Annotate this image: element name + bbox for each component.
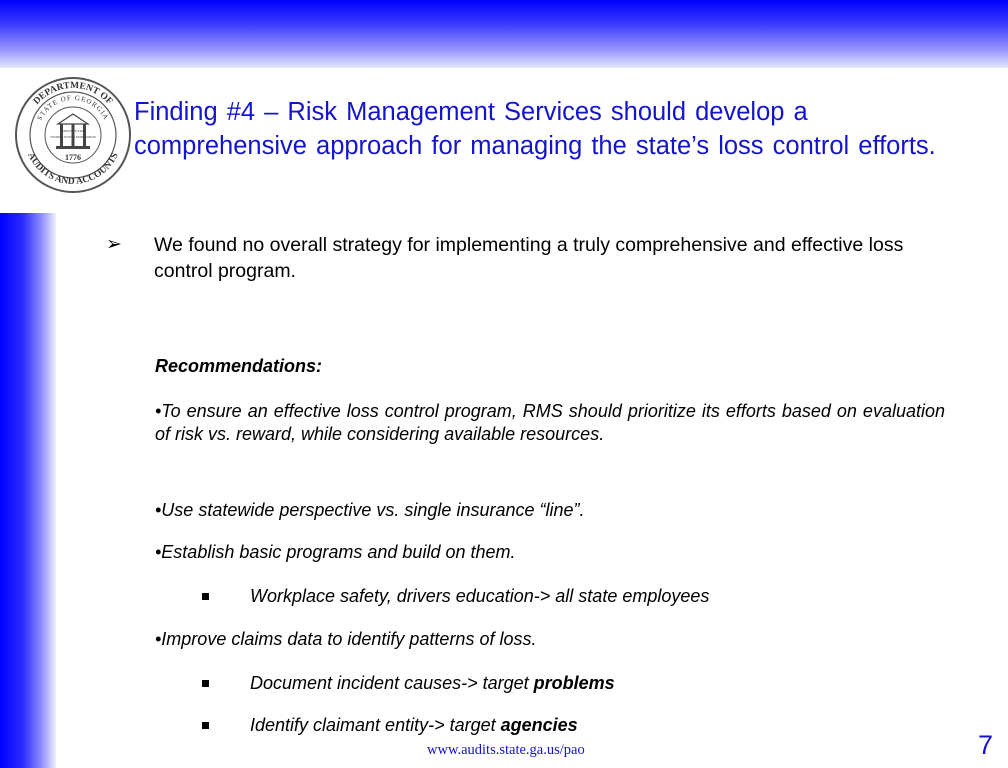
sub-bullet-bold: problems bbox=[533, 673, 615, 693]
recommendation-item: •Improve claims data to identify patterns of loss. bbox=[155, 629, 537, 649]
main-bullet-text: We found no overall strategy for implementing a truly comprehensive and effective loss control program. bbox=[154, 234, 904, 282]
recommendation-item: •Establish basic programs and build on them. bbox=[155, 542, 516, 562]
top-gradient-band bbox=[0, 0, 1008, 68]
sub-bullet-prefix: Identify claimant entity-> target bbox=[250, 715, 501, 735]
sub-bullet-text bbox=[250, 714, 922, 737]
svg-text:AUDITS AND ACCOUNTS: AUDITS AND ACCOUNTS bbox=[25, 151, 121, 188]
square-bullet-icon bbox=[202, 680, 209, 687]
square-bullet-icon bbox=[202, 722, 209, 729]
svg-text:STATE OF GEORGIA: STATE OF GEORGIA bbox=[35, 93, 111, 122]
recommendations-heading: Recommendations: bbox=[155, 356, 323, 376]
arrow-bullet-icon: ➢ bbox=[106, 234, 122, 255]
sub-bullet bbox=[202, 585, 922, 608]
page-number: 7 bbox=[978, 730, 994, 760]
sub-bullet bbox=[202, 672, 922, 695]
footer-url: www.audits.state.ga.us/pao bbox=[427, 742, 585, 758]
svg-text:DEPARTMENT OF: DEPARTMENT OF bbox=[31, 80, 115, 107]
sub-bullet-bold: agencies bbox=[500, 715, 578, 735]
square-bullet-icon bbox=[202, 593, 209, 600]
recommendation-item: •To ensure an effective loss control program, RMS should prioritize its efforts based on evaluation of risk vs. reward, while considering available resources. bbox=[155, 401, 945, 444]
svg-text:1776: 1776 bbox=[65, 153, 81, 162]
sub-bullet-prefix: Document incident causes-> target bbox=[250, 673, 534, 693]
recommendation-item: •Use statewide perspective vs. single insurance “line”. bbox=[155, 500, 585, 520]
left-gradient-band bbox=[0, 213, 56, 768]
state-seal-logo bbox=[14, 76, 132, 194]
slide-title: Finding #4 – Risk Management Services should develop a comprehensive approach for managing the state’s loss control efforts. bbox=[134, 98, 936, 160]
sub-bullet-text bbox=[250, 672, 922, 695]
sub-bullet bbox=[202, 714, 922, 737]
svg-text:WISDOM JUSTICE MODERATION: WISDOM JUSTICE MODERATION bbox=[50, 135, 96, 139]
sub-bullet-text: Workplace safety, drivers education-> all state employees bbox=[250, 586, 710, 606]
svg-text:CONSTITUTION: CONSTITUTION bbox=[60, 129, 86, 133]
main-bullet bbox=[106, 232, 906, 284]
